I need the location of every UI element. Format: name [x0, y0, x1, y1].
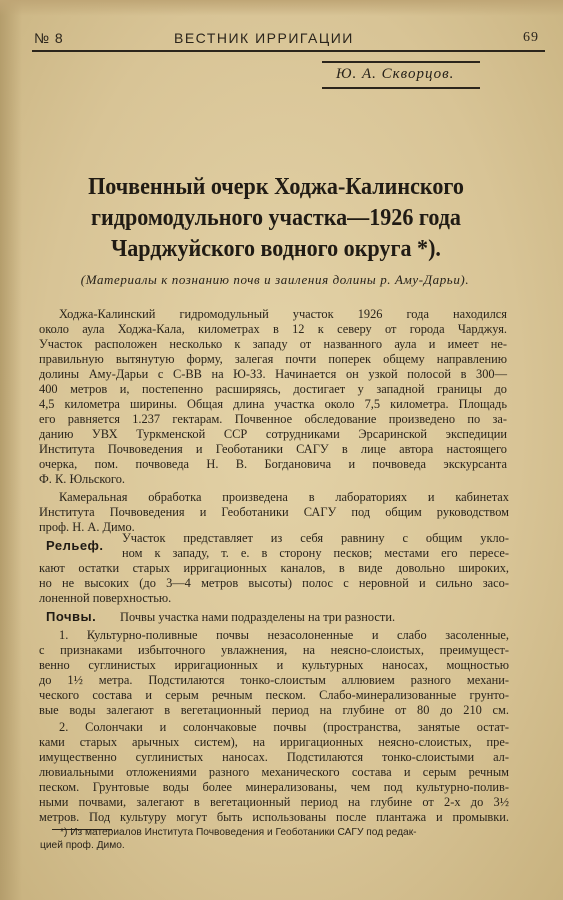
- soil-item-1-line: с признаками избыточного увлажнения, на неясно-слоистых, преимущест-: [39, 643, 509, 657]
- journal-title: ВЕСТНИК ИРРИГАЦИИ: [174, 30, 354, 46]
- intro-line: 400 метров и, постепенно расширяясь, достигает у западной границы до: [39, 382, 507, 396]
- relief-line: кают остатки старых ирригационных каналов, в виде довольно широких,: [39, 561, 509, 575]
- soil-item-2-line: ками старых арычных систем), на ирригационных неясно-слоистых, пре-: [39, 735, 509, 749]
- soil-item-1-line: вые воды залегают в вегетационный период на глубине от 80 до 210 см.: [39, 703, 509, 717]
- relief-line: Участок представляет из себя равнину с общим укло-: [122, 531, 509, 545]
- soils-intro: Почвы участка нами подразделены на три разности.: [120, 610, 396, 624]
- intro-line: долины Аму-Дарьи с С-ВВ на Ю-ЗЗ. Начинается он узкой полосой в 300—: [39, 367, 507, 381]
- relief-line: лоненной поверхностью.: [39, 591, 172, 605]
- author-name: Ю. А. Скворцов.: [336, 66, 455, 82]
- intro-line: Ходжа-Калинский гидромодульный участок 1926 года находился: [59, 307, 507, 321]
- soil-item-2-line: лювиальными отложениями разного механического состава и серым речным: [39, 765, 509, 779]
- lab-line: проф. Н. А. Димо.: [39, 520, 135, 534]
- intro-line: Института Почвоведения и Геоботаники САГУ в лице автора настоящего: [39, 442, 507, 456]
- soil-item-2-line: метров. Под культуру могут быть использованы после плантажа и промывки.: [39, 810, 509, 824]
- soil-item-1-line: до 1½ метра. Подстилаются тонко-слоистым аллювием разного механи-: [39, 673, 509, 687]
- intro-line: 4,5 километра ширины. Общая длина участка около 7,5 километра. Площадь: [39, 397, 507, 411]
- lab-line: Института Почвоведения и Геоботаники САГУ под общим руководством: [39, 505, 509, 519]
- lab-line: Камеральная обработка произведена в лабораториях и кабинетах: [59, 490, 509, 504]
- intro-line: очерка, пом. почвоведа Н. В. Богдановича и почвоведа экскурсанта: [39, 457, 507, 471]
- article-title-line-1: Почвенный очерк Ходжа-Калинского: [88, 174, 464, 200]
- soils-heading: Почвы.: [46, 609, 97, 624]
- footnote-line: *) Из материалов Института Почвоведения и Геоботаники САГУ под редак-: [60, 827, 417, 838]
- intro-line: правильную вытянутую форму, залегая почти поперек общему направлению: [39, 352, 507, 366]
- header-rule: [32, 50, 545, 52]
- intro-line: около аула Ходжа-Кала, километрах в 12 к северу от города Чарджуя.: [39, 322, 507, 336]
- intro-line: его равняется 1.237 гектарам. Почвенное обследование произведено по за-: [39, 412, 507, 426]
- soil-item-2-line: 2. Солончаки и солончаковые почвы (пространства, занятые остат-: [59, 720, 509, 734]
- soil-item-2-line: ными почвами, залегают в вегетационный период на глубине от 2-х до 3½: [39, 795, 509, 809]
- footnote-line: цией проф. Димо.: [40, 840, 125, 851]
- intro-line: данию УВХ Туркменской ССР сотрудниками Эрсаринской экспедиции: [39, 427, 507, 441]
- article-title-line-3: Чарджуйского водного округа *).: [111, 236, 441, 262]
- soil-item-2-line: имущественно суглинистых наносах. Подстилаются тонко-слоистыми ал-: [39, 750, 509, 764]
- relief-line: но не высоких (до 3—4 метров высоты) полос с неровной и сильно засо-: [39, 576, 509, 590]
- relief-line: ном к западу, т. е. в сторону песков; местами его пересе-: [122, 546, 509, 560]
- soil-item-1-line: ческого состава и серым речным песком. Слабо-минерализованные грунто-: [39, 688, 509, 702]
- relief-heading: Рельеф.: [46, 538, 104, 553]
- intro-line: Участок расположен несколько к западу от названного аула и имеет не-: [39, 337, 507, 351]
- author-frame: [322, 61, 480, 89]
- running-head: [34, 30, 543, 52]
- soil-item-2-line: песком. Грунтовые воды более минерализованы, чем под культурно-полив-: [39, 780, 509, 794]
- soil-item-1-line: 1. Культурно-поливные почвы незасолоненные и слабо засоленные,: [59, 628, 509, 642]
- intro-line: Ф. К. Юльского.: [39, 472, 126, 486]
- soil-item-1-line: венно суглинистых ирригационных и культурных наносах, мощностью: [39, 658, 509, 672]
- issue-number: № 8: [34, 30, 64, 46]
- page-number: 69: [523, 30, 539, 45]
- article-subtitle: (Материалы к познанию почв и заиления долины р. Аму-Дарьи).: [80, 272, 470, 287]
- article-title-line-2: гидромодульного участка—1926 года: [91, 205, 461, 231]
